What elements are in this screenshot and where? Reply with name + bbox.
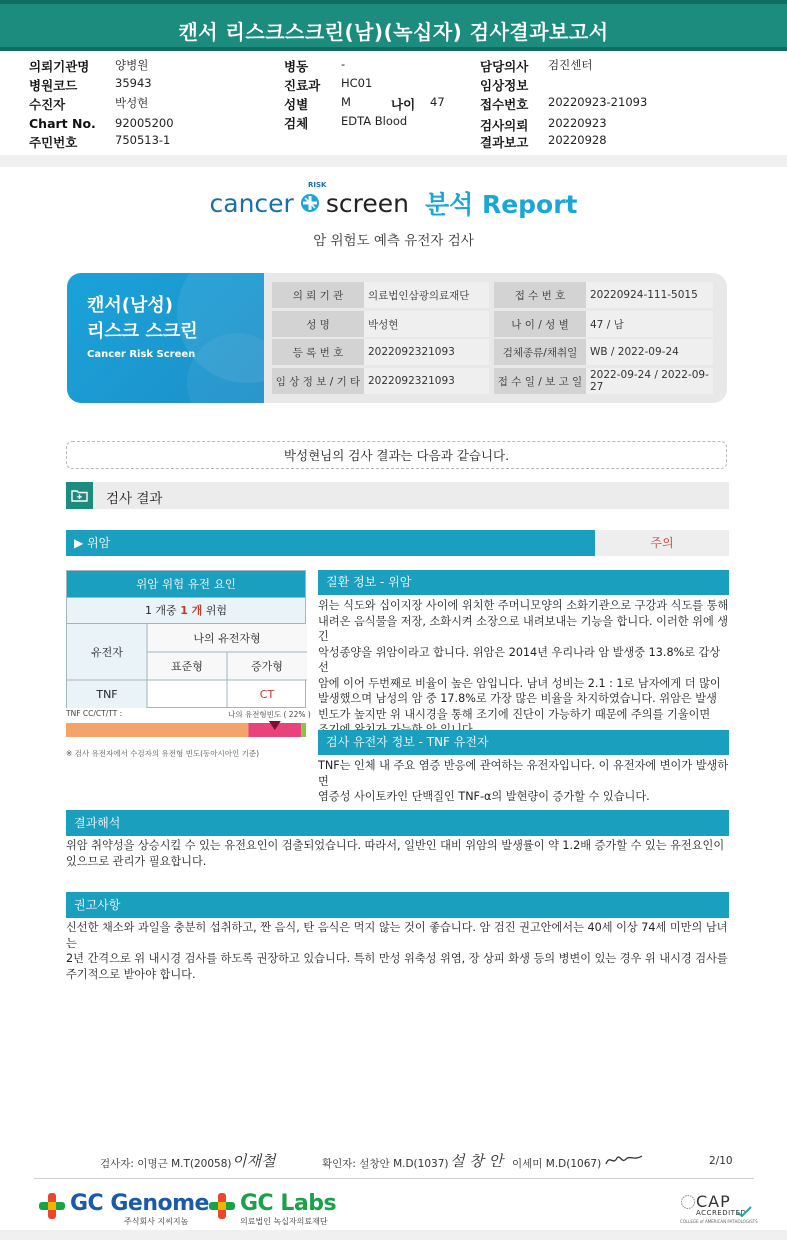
- brand-cross-icon: [300, 193, 320, 213]
- brand-header: [0, 181, 787, 249]
- cap-accredited: ACCREDITED: [696, 1209, 747, 1217]
- card-title-2: 리스크 스크린: [87, 321, 198, 342]
- text-line: 주기적으로 받아야 합니다.: [66, 967, 196, 981]
- card-row: [272, 339, 712, 365]
- text-line: 염증성 사이토카인 단백질인 TNF-α의 발현량이 증가할 수 있습니다.: [318, 790, 650, 803]
- text-line: 내려온 음식물을 저장, 소화시켜 소장으로 내려보내는 기능을 합니다. 이러한 위에 생긴: [318, 614, 729, 643]
- col-mine-header: 나의 유전자형: [193, 632, 261, 645]
- brand-risk: RISK: [308, 181, 327, 189]
- gene-table-count: [67, 597, 305, 623]
- bottom-band: [0, 1230, 787, 1240]
- report-title: 캔서 리스크스크린(남)(녹십자) 검사결과보고서: [178, 20, 609, 44]
- cap-seal-icon: [680, 1194, 696, 1210]
- label-ward: 병동: [284, 59, 309, 74]
- card-row: [272, 311, 712, 337]
- gene-info-header: 검사 유전자 정보 - TNF 유전자: [318, 730, 729, 755]
- card-value: 의료법인삼광의료재단: [364, 282, 489, 308]
- card-value: 2022-09-24 / 2022-09-27: [586, 368, 713, 394]
- brand-report: 분석 Report: [424, 190, 578, 219]
- footer-divider: [34, 1178, 754, 1179]
- frequency-segment: [301, 723, 306, 737]
- label-dept: 진료과: [284, 78, 321, 93]
- gc-cross-icon: [208, 1192, 236, 1220]
- card-value: 20220924-111-5015: [586, 282, 713, 308]
- value-receipt: 20220923-21093: [548, 95, 648, 109]
- card-value: WB / 2022-09-24: [586, 339, 713, 365]
- info-card: [67, 273, 727, 403]
- interpretation-header: 결과해석: [66, 810, 729, 836]
- gene-name: TNF: [96, 687, 118, 701]
- gc-labs-sub: 의료법인 녹십자의료재단: [240, 1217, 328, 1226]
- doctor-signature-label: 이세미 M.D(1067): [512, 1158, 602, 1170]
- card-row: [272, 282, 712, 308]
- gene-footnote: ※ 검사 유전자에서 수검자의 유전형 빈도(동아시아인 기준): [66, 749, 260, 758]
- page-number: 2/10: [709, 1155, 733, 1167]
- card-fields: [272, 279, 722, 397]
- brand-cancer: cancer: [209, 188, 294, 218]
- label-hospital: 의뢰기관명: [29, 59, 90, 74]
- value-patient: 박성현: [115, 96, 149, 110]
- value-doctor: 검진센터: [548, 58, 593, 72]
- cap-accredited-logo: [680, 1192, 758, 1226]
- count-suffix: 위험: [205, 604, 228, 617]
- value-age: 47: [430, 95, 445, 109]
- cap-check-icon: [736, 1206, 752, 1218]
- card-value: 박성현: [364, 311, 489, 337]
- card-title-panel: [67, 273, 264, 403]
- card-label: 의 뢰 기 관: [272, 282, 364, 308]
- gene-table-grid: [67, 623, 305, 707]
- label-sex: 성별: [284, 97, 309, 112]
- section-title: 검사 결과: [106, 491, 163, 507]
- value-hospital: 양병원: [115, 58, 149, 72]
- value-hospital-code: 35943: [115, 76, 152, 90]
- card-row: [272, 368, 712, 394]
- col-gene-header: 유전자: [91, 646, 123, 659]
- card-value: 2022092321093: [364, 339, 489, 365]
- header-info: [0, 55, 787, 153]
- col-normal-header: 표준형: [171, 660, 203, 673]
- text-line: 악성종양을 위암이라고 합니다. 위암은 2014년 우리나라 암 발생중 13.8%로 갑상선: [318, 645, 721, 674]
- disease-info-text: [318, 598, 729, 738]
- label-clinical: 임상정보: [480, 78, 529, 93]
- label-doctor: 담당의사: [480, 59, 529, 74]
- tester-signature: 이재철: [232, 1152, 276, 1170]
- card-title-1: 캔서(남성): [87, 295, 174, 316]
- gene-risk-table: [66, 570, 306, 708]
- scale-left-label: TNF CC/CT/TT :: [66, 709, 123, 718]
- text-line: TNF는 인체 내 주요 염증 반응에 관여하는 유전자입니다. 이 유전자에 변이가 발생하면: [318, 759, 729, 788]
- value-sex: M: [341, 95, 351, 109]
- count-number: 1 개: [180, 604, 203, 617]
- brand-logo: [210, 185, 578, 221]
- label-chart: Chart No.: [29, 116, 96, 131]
- text-line: 신선한 채소와 과일을 충분히 섭취하고, 짠 음식, 탄 음식은 먹지 않는 것이 좋습니다. 암 검진 권고안에서는 40세 이상 74세 미만의 남녀는: [66, 921, 728, 950]
- label-patient: 수진자: [29, 97, 66, 112]
- card-label: 접 수 번 호: [494, 282, 586, 308]
- text-line: 있으므로 관리가 필요합니다.: [66, 854, 207, 868]
- text-line: 위암 취약성을 상승시킬 수 있는 유전요인이 검출되었습니다. 따라서, 일반인 대비 위암의 발생률이 약 1.2배 증가할 수 있는 유전요인이: [66, 839, 725, 852]
- card-label: 성 명: [272, 311, 364, 337]
- cancer-name: ▶ 위암: [66, 530, 595, 556]
- gene-table-header: 위암 위험 유전 요인: [67, 571, 305, 597]
- divider-band: [0, 155, 787, 167]
- recommendation-header: 권고사항: [66, 892, 729, 918]
- value-chart: 92005200: [115, 116, 174, 130]
- interpretation-text: [66, 838, 729, 869]
- label-report-date: 결과보고: [480, 135, 529, 150]
- card-value: 47 / 남: [586, 311, 713, 337]
- gc-cross-icon: [38, 1192, 66, 1220]
- cap-name: CAP: [696, 1192, 731, 1211]
- text-line: 2년 간격으로 위 내시경 검사를 하도록 권장하고 있습니다. 특히 만성 위축성 위염, 장 상피 화생 등의 병변이 있는 경우 위 내시경 검사를: [66, 952, 728, 965]
- confirmer-signature-label: 확인자: 설창안 M.D(1037): [322, 1158, 449, 1170]
- card-label: 등 록 번 호: [272, 339, 364, 365]
- doctor-signature-scribble: [604, 1152, 644, 1168]
- col-increase-header: 증가형: [251, 660, 283, 673]
- label-receipt: 접수번호: [480, 97, 529, 112]
- frequency-segment: [66, 723, 248, 737]
- brand-screen: screen: [325, 188, 409, 218]
- cancer-result-bar: [66, 530, 729, 556]
- label-request: 검사의뢰: [480, 118, 529, 133]
- gene-increase-value: CT: [259, 687, 275, 701]
- value-specimen: EDTA Blood: [341, 114, 408, 128]
- card-value: 2022092321093: [364, 368, 489, 394]
- recommendation-text: [66, 920, 729, 982]
- gene-normal-value: [147, 680, 227, 708]
- text-line: 발생했으며 남성의 암 중 17.8%로 가장 많은 비율을 차지하였습니다. 위암은 발생: [318, 692, 717, 705]
- brand-subtitle: 암 위험도 예측 유전자 검사: [313, 233, 474, 249]
- value-ward: -: [341, 57, 346, 71]
- gc-labs-name: GC Labs: [240, 1191, 337, 1216]
- confirmer-signature: 설 창 안: [450, 1152, 504, 1170]
- label-specimen: 검체: [284, 116, 309, 131]
- genotype-frequency-bar: [66, 721, 306, 737]
- title-bar: [0, 0, 787, 51]
- label-age: 나이: [391, 97, 416, 112]
- result-sentence: 박성현님의 검사 결과는 다음과 같습니다.: [66, 441, 727, 469]
- card-title-3: Cancer Risk Screen: [87, 349, 196, 360]
- gc-genome-sub: 주식회사 지씨지놈: [124, 1217, 189, 1226]
- disease-info-header: 질환 정보 - 위암: [318, 570, 729, 595]
- gene-info-text: [318, 758, 729, 805]
- card-label: 임 상 정 보 / 기 타: [272, 368, 364, 394]
- label-ssn: 주민번호: [29, 135, 78, 150]
- card-label: 검체종류/채취일: [494, 339, 586, 365]
- text-line: 빈도가 높지만 위 내시경을 통해 조기에 진단이 가능하기 때문에 주의를 기울이면: [318, 707, 711, 721]
- tester-signature-label: 검사자: 이명근 M.T(20058): [100, 1158, 232, 1170]
- value-ssn: 750513-1: [115, 133, 171, 147]
- cap-small: COLLEGE of AMERICAN PATHOLOGISTS: [680, 1219, 758, 1224]
- count-prefix: 1 개중: [144, 604, 177, 617]
- value-request: 20220923: [548, 116, 607, 130]
- value-dept: HC01: [341, 76, 373, 90]
- value-report-date: 20220928: [548, 133, 607, 147]
- section-header: [66, 482, 729, 509]
- card-label: 나 이 / 성 별: [494, 311, 586, 337]
- text-line: 위는 식도와 십이지장 사이에 위치한 주머니모양의 소화기관으로 구강과 식도를 통해: [318, 599, 729, 612]
- label-hospital-code: 병원코드: [29, 78, 78, 93]
- cancer-status-badge: 주의: [595, 530, 729, 556]
- scale-right-label: 나의 유전형빈도 ( 22% ): [228, 710, 311, 719]
- gc-genome-name: GC Genome: [70, 1191, 209, 1216]
- text-line: 암에 이어 두번째로 비율이 높은 암입니다. 남녀 성비는 2.1 : 1로 남자에게 더 많이: [318, 676, 721, 690]
- folder-plus-icon: [66, 482, 93, 509]
- card-label: 접 수 일 / 보 고 일: [494, 368, 586, 394]
